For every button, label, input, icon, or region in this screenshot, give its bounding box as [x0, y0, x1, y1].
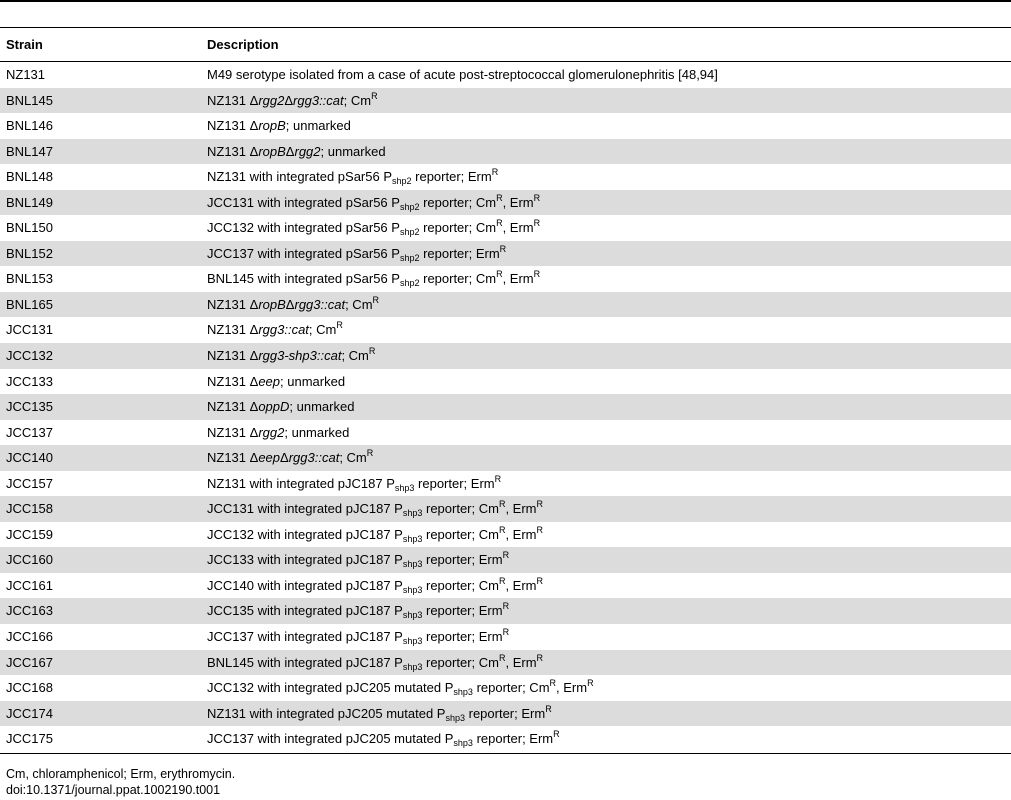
description-cell: JCC132 with integrated pSar56 $P_{shp2}$ reporter; $Cm^R$, Erm$^R$	[207, 218, 541, 238]
table-row	[0, 139, 1011, 165]
bottom-rule	[0, 753, 1011, 754]
description-cell: JCC131 with integrated pJC187 $P_{shp3}$ reporter; $Cm^R$, Erm$^R$	[207, 499, 544, 519]
strain-cell: BNL146	[6, 118, 53, 134]
strain-cell: JCC159	[6, 526, 53, 542]
table-row	[0, 394, 1011, 420]
strain-cell: BNL152	[6, 245, 53, 261]
footnote-abbreviations: Cm, chloramphenicol; Erm, erythromycin.	[6, 767, 236, 781]
description-cell: JCC132 with integrated pJC205 mutated $P_{shp3}$ reporter; $Cm^R$, Erm$^R$	[207, 678, 594, 698]
strain-cell: BNL149	[6, 194, 53, 210]
strain-cell: BNL148	[6, 169, 53, 185]
strain-cell: JCC166	[6, 629, 53, 645]
description-cell: M49 serotype isolated from a case of acute post-streptococcal glomerulonephritis [48,94]	[207, 67, 718, 82]
table-row	[0, 675, 1011, 701]
table-row	[0, 496, 1011, 522]
top-rule	[0, 0, 1011, 2]
table-row	[0, 369, 1011, 395]
strain-cell: JCC135	[6, 399, 53, 415]
table-row	[0, 701, 1011, 727]
description-cell: JCC140 with integrated pJC187 $P_{shp3}$ reporter; $Cm^R$, Erm$^R$	[207, 575, 544, 595]
table-row	[0, 317, 1011, 343]
table-row	[0, 445, 1011, 471]
table-body	[0, 62, 1011, 752]
strain-cell: JCC174	[6, 705, 53, 721]
description-cell: JCC132 with integrated pJC187 $P_{shp3}$ reporter; $Cm^R$, Erm$^R$	[207, 524, 544, 544]
strain-cell: JCC161	[6, 577, 53, 593]
table-row	[0, 726, 1011, 752]
description-cell: NZ131 ΔropBΔrgg2; unmarked	[207, 143, 386, 159]
table-row	[0, 598, 1011, 624]
table-row	[0, 241, 1011, 267]
table-row	[0, 573, 1011, 599]
strain-cell: BNL165	[6, 296, 53, 312]
description-cell: NZ131 Δrgg2; unmarked	[207, 424, 350, 440]
table-row	[0, 190, 1011, 216]
description-cell: NZ131 ΔeepΔrgg3::cat; $Cm^R$	[207, 448, 374, 466]
description-cell: JCC131 with integrated pSar56 $P_{shp2}$ reporter; $Cm^R$, Erm$^R$	[207, 192, 541, 212]
strain-cell: BNL153	[6, 271, 53, 287]
table-row	[0, 522, 1011, 548]
description-cell: NZ131 with integrated pJC187 $P_{shp3}$ reporter; Erm$^R$	[207, 473, 502, 493]
description-cell: NZ131 Δrgg3::cat; $Cm^R$	[207, 320, 343, 338]
description-cell: NZ131 with integrated pJC205 mutated $P_{shp3}$ reporter; Erm$^R$	[207, 703, 552, 723]
table-row	[0, 215, 1011, 241]
table-row	[0, 62, 1011, 88]
description-cell: JCC133 with integrated pJC187 $P_{shp3}$ reporter; Erm$^R$	[207, 550, 510, 570]
table-row	[0, 164, 1011, 190]
column-header-description: Description	[207, 37, 279, 52]
strain-cell: JCC131	[6, 322, 53, 338]
description-cell: JCC137 with integrated pSar56 $P_{shp2}$ reporter; Erm$^R$	[207, 243, 507, 263]
strain-cell: BNL145	[6, 92, 53, 108]
table-row	[0, 547, 1011, 573]
strain-cell: JCC157	[6, 475, 53, 491]
description-cell: NZ131 ΔropBΔrgg3::cat; $Cm^R$	[207, 294, 380, 312]
table-header	[0, 28, 1011, 61]
strain-cell: JCC140	[6, 450, 53, 466]
strain-cell: JCC163	[6, 603, 53, 619]
strain-cell: NZ131	[6, 67, 46, 82]
footnote-doi: doi:10.1371/journal.ppat.1002190.t001	[6, 783, 221, 797]
strain-cell: BNL147	[6, 143, 53, 159]
table-row	[0, 88, 1011, 114]
description-cell: NZ131 Δrgg3-shp3::cat; $Cm^R$	[207, 346, 376, 364]
table-row	[0, 624, 1011, 650]
table-row	[0, 471, 1011, 497]
description-cell: NZ131 Δeep; unmarked	[207, 373, 346, 389]
description-cell: JCC137 with integrated pJC187 $P_{shp3}$ reporter; Erm$^R$	[207, 627, 510, 647]
strain-cell: JCC168	[6, 680, 53, 696]
description-cell: NZ131 ΔoppD; unmarked	[207, 399, 355, 415]
table-row	[0, 420, 1011, 446]
description-cell: NZ131 Δrgg2Δrgg3::cat; $Cm^R$	[207, 90, 378, 108]
table-row	[0, 292, 1011, 318]
strain-cell: BNL150	[6, 220, 53, 236]
strain-cell: JCC167	[6, 654, 53, 670]
table-row	[0, 266, 1011, 292]
description-cell: NZ131 with integrated pSar56 $P_{shp2}$ reporter; Erm$^R$	[207, 167, 499, 187]
description-cell: BNL145 with integrated pSar56 $P_{shp2}$ reporter; $Cm^R$, Erm$^R$	[207, 269, 541, 289]
table-row	[0, 343, 1011, 369]
strain-cell: JCC137	[6, 424, 53, 440]
strain-cell: JCC133	[6, 373, 53, 389]
table-row	[0, 113, 1011, 139]
description-cell: NZ131 ΔropB; unmarked	[207, 118, 351, 134]
description-cell: JCC137 with integrated pJC205 mutated $P_{shp3}$ reporter; Erm$^R$	[207, 729, 560, 749]
strain-cell: JCC160	[6, 552, 53, 568]
table-row	[0, 650, 1011, 676]
column-header-strain: Strain	[6, 37, 43, 52]
strain-cell: JCC132	[6, 348, 53, 364]
description-cell: BNL145 with integrated pJC187 $P_{shp3}$ reporter; $Cm^R$, Erm$^R$	[207, 652, 544, 672]
description-cell: JCC135 with integrated pJC187 $P_{shp3}$ reporter; Erm$^R$	[207, 601, 510, 621]
strain-cell: JCC175	[6, 731, 53, 747]
strain-cell: JCC158	[6, 501, 53, 517]
